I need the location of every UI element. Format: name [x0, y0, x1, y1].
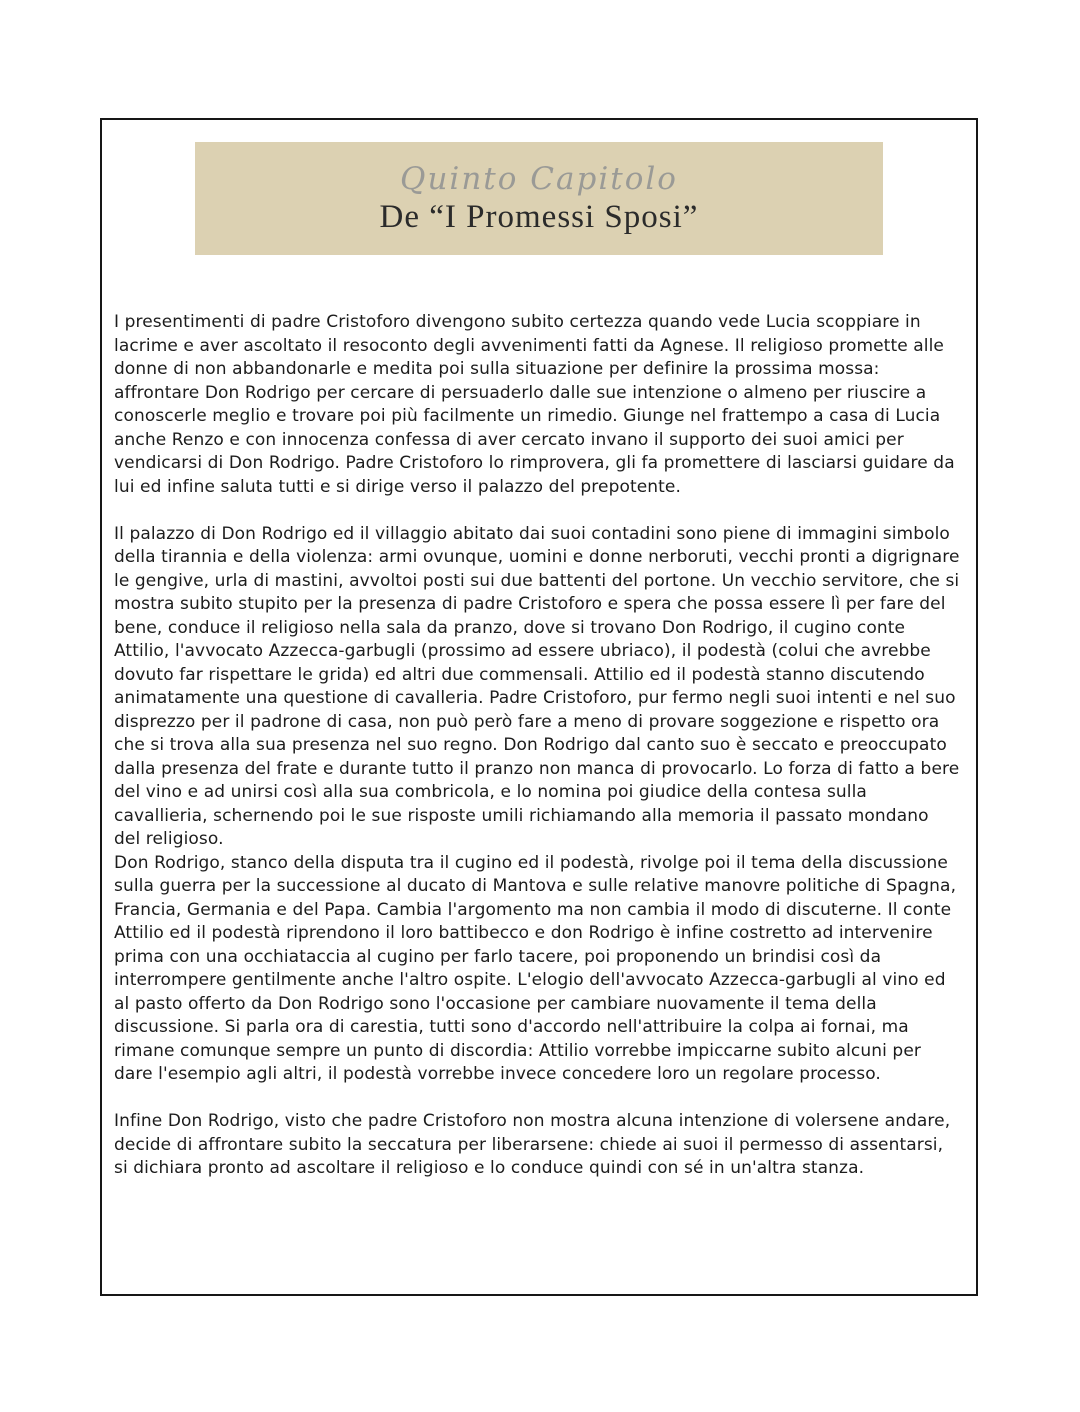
chapter-label: Quinto Capitolo [400, 160, 678, 197]
summary-text-block [102, 255, 976, 1181]
document-page [100, 118, 978, 1296]
chapter-header-banner [195, 142, 883, 255]
body-paragraph: Il palazzo di Don Rodrigo ed il villaggio abitato dai suoi contadini sono piene di immagini simbolo della tirannia e della violenza: armi ovunque, uomini e donne nerboruti, vecchi pronti a digrignare le gengive, urla di mastini, avvoltoi posti sui due battenti del portone. Un vecchio servitore, che si mostra subito stupito per la presenza di padre Cristoforo e spera che possa essere lì per fare del bene, conduce il religioso nella sala da pranzo, dove si trovano Don Rodrigo, il cugino conte Attilio, l'avvocato Azzecca-garbugli (prossimo ad essere ubriaco), il podestà (colui che avrebbe dovuto far rispettare le grida) ed altri due commensali. Attilio ed il podestà stanno discutendo animatamente una questione di cavalleria. Padre Cristoforo, pur fermo negli suoi intenti e nel suo disprezzo per il padrone di casa, non può però fare a meno di provare soggezione e rispetto ora che si trova alla sua presenza nel suo regno. Don Rodrigo dal canto suo è seccato e preoccupato dalla presenza del frate e durante tutto il pranzo non manca di provocarlo. Lo forza di fatto a bere del vino e ad unirsi così alla sua combricola, e lo nomina poi giudice della contesa sulla cavallieria, schernendo poi le sue risposte umili richiamando alla memoria il passato mondano del religioso. [114, 523, 960, 849]
book-title: De “I Promessi Sposi” [379, 198, 699, 235]
body-paragraph: Infine Don Rodrigo, visto che padre Cristoforo non mostra alcuna intenzione di volersene andare, decide di affrontare subito la seccatura per liberarsene: chiede ai suoi il permesso di assentarsi, si dichiara pronto ad ascoltare il religioso e lo conduce quindi con sé in un'altra stanza. [114, 1111, 951, 1178]
body-paragraph: I presentimenti di padre Cristoforo divengono subito certezza quando vede Lucia scoppiare in lacrime e aver ascoltato il resoconto degli avvenimenti fatti da Agnese. Il religioso promette alle donne di non abbandonarle e medita poi sulla situazione per definire la prossima mossa: affrontare Don Rodrigo per cercare di persuaderlo dalle sue intenzione o almeno per riuscire a conoscerle meglio e trovare poi più facilmente un rimedio. Giunge nel frattempo a casa di Lucia anche Renzo e con innocenza confessa di aver cercato invano il supporto dei suoi amici per vendicarsi di Don Rodrigo. Padre Cristoforo lo rimprovera, gli fa promettere di lasciarsi guidare da lui ed infine saluta tutti e si dirige verso il palazzo del prepotente. [114, 312, 955, 497]
body-paragraph: Don Rodrigo, stanco della disputa tra il cugino ed il podestà, rivolge poi il tema della discussione sulla guerra per la successione al ducato di Mantova e sulle relative manovre politiche di Spagna, Francia, Germania e del Papa. Cambia l'argomento ma non cambia il modo di discuterne. Il conte Attilio ed il podestà riprendono il loro battibecco e don Rodrigo è infine costretto ad intervenire prima con una occhiataccia al cugino per farlo tacere, poi proponendo un brindisi così da interrompere gentilmente anche l'altro ospite. L'elogio dell'avvocato Azzecca-garbugli al vino ed al pasto offerto da Don Rodrigo sono l'occasione per cambiare nuovamente il tema della discussione. Si parla ora di carestia, tutti sono d'accordo nell'attribuire la colpa ai fornai, ma rimane comunque sempre un punto di discordia: Attilio vorrebbe impiccarne subito alcuni per dare l'esempio agli altri, il podestà vorrebbe invece concedere loro un regolare processo. [114, 852, 957, 1084]
